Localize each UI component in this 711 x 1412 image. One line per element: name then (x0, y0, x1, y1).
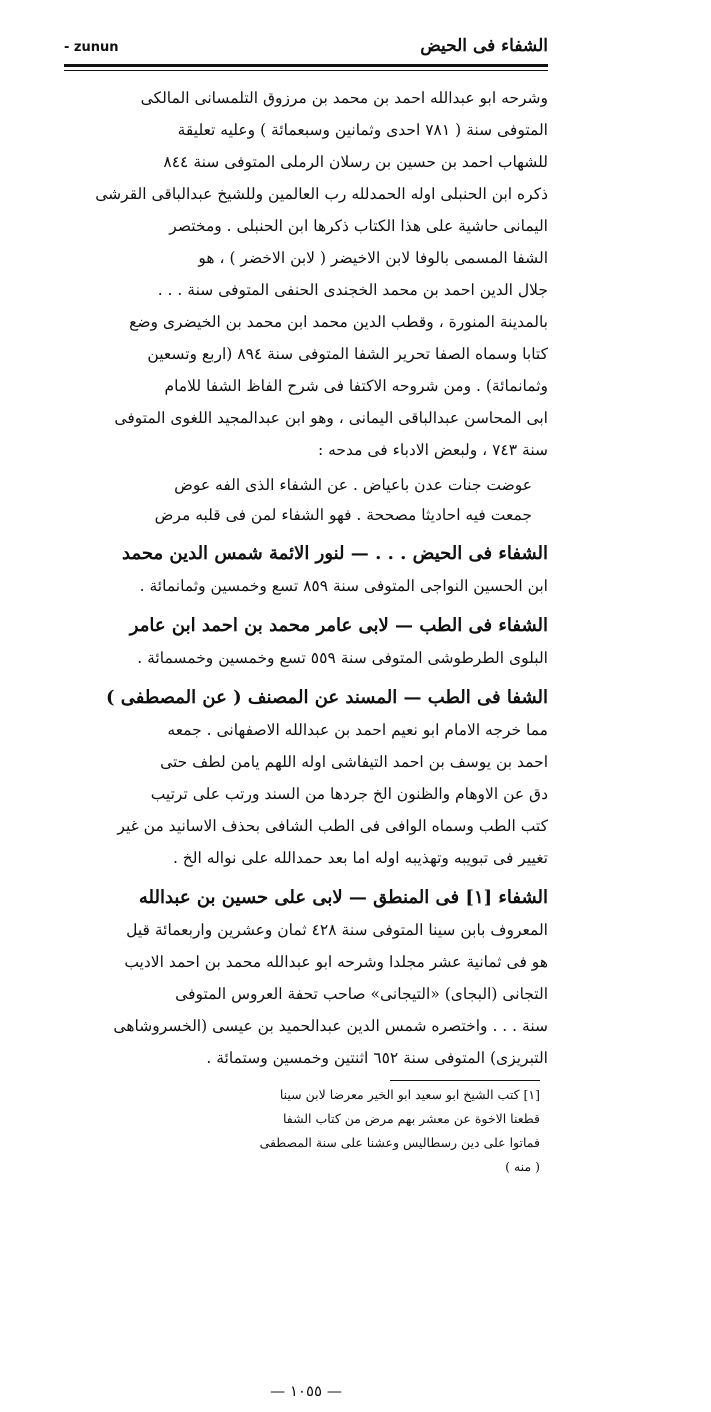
text-line: التبريزى) المتوفى سنة ٦٥٢ اثنتين وخمسين وستمائة . (206, 1049, 548, 1067)
text-line: هو فى ثمانية عشر مجلدا وشرحه ابو عبدالله محمد بن احمد الاديب (124, 953, 548, 971)
page-body (64, 82, 548, 1179)
text-line: سنة . . . واختصره شمس الدين عبدالحميد بن عيسى (الخسروشاهى (113, 1017, 548, 1035)
text-line: مما خرجه الامام ابو نعيم احمد بن عبدالله الاصفهانى . جمعه (167, 721, 548, 739)
footnote-line: [١] كتب الشيخ ابو سعيد ابو الخير معرضا لابن سينا (279, 1087, 540, 1102)
entry-heading-line: الشفا فى الطب — المسند عن المصنف ( عن المصطفى ) (105, 687, 548, 708)
text-line: دق عن الاوهام والظنون الخ جردها من السند ورتب على ترتيب (150, 785, 548, 803)
entry-tibb-2 (64, 682, 548, 874)
poem-verse (64, 470, 548, 530)
entry-heading-line: الشفاء فى الطب — لابى عامر محمد بن احمد ابن عامر (129, 615, 548, 636)
text-line: ذكره ابن الحنبلى اوله الحمدلله رب العالمين وللشيخ عبدالباقى القرشى (95, 185, 548, 203)
intro-paragraph (64, 82, 548, 466)
text-line: وثمانمائة) . ومن شروحه الاكتفا فى شرح الفاظ الشفا للامام (164, 377, 548, 395)
text-line: اليمانى حاشية على هذا الكتاب ذكرها ابن الحنبلى . ومختصر (169, 217, 548, 235)
text-line: للشهاب احمد بن حسين بن رسلان الرملى المتوفى سنة ٨٤٤ (163, 153, 548, 171)
text-line: جلال الدين احمد بن محمد الخجندى الحنفى المتوفى سنة . . . (157, 281, 548, 299)
entry-mantiq (64, 882, 548, 1074)
text-line: بالمدينة المنورة ، وقطب الدين محمد ابن محمد بن الخيضرى وضع (129, 313, 548, 331)
footnote-rule (390, 1080, 540, 1081)
footnote-line: ( منه ) (505, 1159, 540, 1174)
text-line: المعروف بابن سينا المتوفى سنة ٤٢٨ ثمان وعشرين واربعمائة قيل (126, 921, 548, 939)
text-line: المتوفى سنة ( ٧٨١ احدى وثمانين وسبعمائة ) وعليه تعليقة (177, 121, 548, 139)
header-left-mark: - zunun (64, 40, 119, 55)
verse-line: جمعت فيه احاديثا مصححة . فهو الشفاء لمن فى قلبه مرض (154, 506, 532, 524)
text-line: ابى المحاسن عبدالباقى اليمانى ، وهو ابن عبدالمجيد اللغوى المتوفى (114, 409, 548, 427)
text-line: وشرحه ابو عبدالله احمد بن محمد بن مرزوق التلمسانى المالكى (140, 89, 548, 107)
running-header (64, 36, 548, 66)
text-line: احمد بن يوسف بن احمد التيفاشى اوله اللهم يامن لطف حتى (160, 753, 548, 771)
text-line: كتب الطب وسماه الوافى فى الطب الشافى بحذف الاسانيد من غير (117, 817, 548, 835)
header-title: الشفاء فى الحيض (420, 36, 548, 56)
footnote-line: قطعنا الاخوة عن معشر بهم مرض من كتاب الشفا (282, 1111, 540, 1126)
entry-heading-line: الشفاء [١] فى المنطق — لابى على حسين بن عبدالله (138, 887, 548, 908)
page-number: — ١٠٥٥ — (270, 1382, 342, 1400)
text-line: الشفا المسمى بالوفا لابن الاخيضر ( لابن الاخضر ) ، هو (198, 249, 548, 267)
text-line: كتابا وسماه الصفا تحرير الشفا المتوفى سنة ٨٩٤ (اربع وتسعين (147, 345, 548, 363)
footnote-line: فماتوا على دين رسطاليس وعشنا على سنة المصطفى (259, 1135, 540, 1150)
entry-hayd (64, 538, 548, 602)
verse-line: عوضت جنات عدن باعياض . عن الشفاء الذى الفه عوض (174, 476, 532, 494)
footnote (64, 1080, 548, 1179)
header-rule-thick (64, 64, 548, 67)
entry-heading-line: الشفاء فى الحيض . . . — لنور الائمة شمس الدين محمد (122, 543, 548, 564)
entry-tibb-1 (64, 610, 548, 674)
page (64, 0, 548, 1412)
text-line: ابن الحسين النواجى المتوفى سنة ٨٥٩ تسع وخمسين وثمانمائة . (139, 577, 548, 595)
text-line: تغيير فى تبويبه وتهذيبه اوله اما بعد حمدالله على نواله الخ . (172, 849, 548, 867)
text-line: سنة ٧٤٣ ، ولبعض الادباء فى مدحه : (317, 441, 548, 459)
header-rule-thin (64, 70, 548, 71)
text-line: البلوى الطرطوشى المتوفى سنة ٥٥٩ تسع وخمسين وخمسمائة . (137, 649, 548, 667)
text-line: التجانى (البجاى) «التيجانى» صاحب تحفة العروس المتوفى (175, 985, 548, 1003)
